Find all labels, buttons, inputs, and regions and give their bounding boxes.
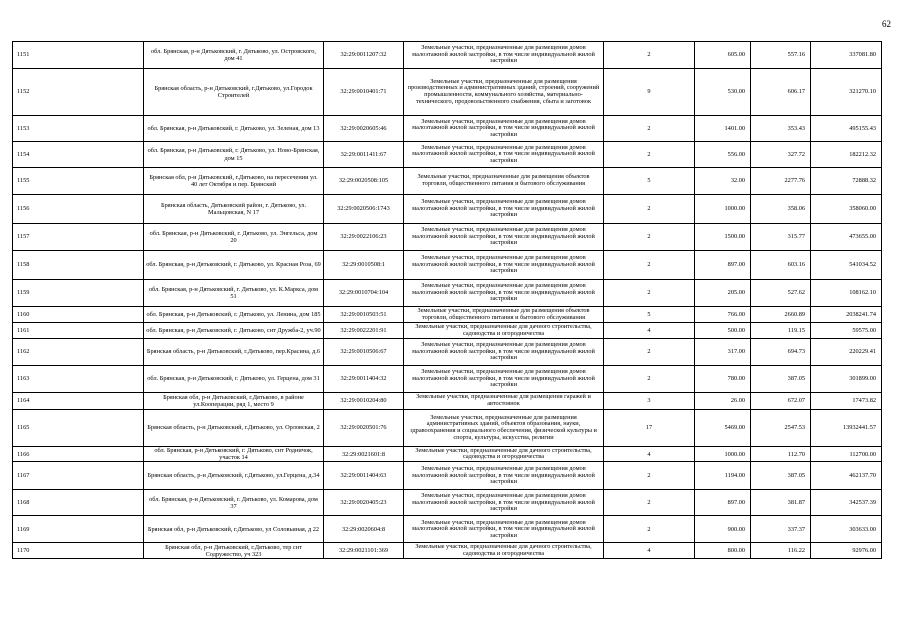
row-number: 1156: [13, 195, 144, 224]
land-use-cell: Земельные участки, предназначенные для размещения объектов торговли, общественного питания и бытового обслуживания: [404, 168, 604, 195]
cadastral-number-cell: 32:29:0020604:8: [324, 516, 404, 543]
area-cell: 1500.00: [695, 224, 751, 251]
area-cell: 900.00: [695, 516, 751, 543]
area-cell: 26.00: [695, 393, 751, 410]
specific-value-cell: 672.07: [751, 393, 811, 410]
land-use-cell: Земельные участки, предназначенные для размещения домов малоэтажной жилой застройки, в том числе индивидуальной жилой застройки: [404, 195, 604, 224]
cadastral-value-cell: 321270.10: [811, 69, 882, 116]
cadastral-value-cell: 59575.00: [811, 323, 882, 339]
area-cell: 1000.00: [695, 447, 751, 462]
category-cell: 2: [604, 280, 695, 307]
category-cell: 2: [604, 366, 695, 393]
cadastral-number-cell: 32:29:0010204:80: [324, 393, 404, 410]
row-number: 1166: [13, 447, 144, 462]
specific-value-cell: 358.06: [751, 195, 811, 224]
specific-value-cell: 606.17: [751, 69, 811, 116]
table-row: [13, 410, 882, 447]
table-row: [13, 447, 882, 462]
address-cell: обл. Брянская, р-н Дятьковский, г. Дятьково, снт Дружба-2, уч.90: [144, 323, 324, 339]
address-cell: Брянская обл, р-н Дятьковский, г.Дятьково, тер снт Содружество, уч 323: [144, 543, 324, 559]
table-row: [13, 168, 882, 195]
address-cell: обл. Брянская, р-н Дятьковский, г. Дятьково, снт Родничок, участок 14: [144, 447, 324, 462]
specific-value-cell: 327.72: [751, 142, 811, 168]
table-row: [13, 307, 882, 323]
cadastral-number-cell: 32:29:0010401:71: [324, 69, 404, 116]
area-cell: 780.00: [695, 366, 751, 393]
land-use-cell: Земельные участки, предназначенные для размещения домов малоэтажной жилой застройки, в том числе индивидуальной жилой застройки: [404, 280, 604, 307]
cadastral-number-cell: 32:29:0022201:91: [324, 323, 404, 339]
area-cell: 500.00: [695, 323, 751, 339]
land-use-cell: Земельные участки, предназначенные для размещения домов малоэтажной жилой застройки, в том числе индивидуальной жилой застройки: [404, 116, 604, 142]
address-cell: Брянская область, р-н Дятьковский, г.Дятьково, ул.Герцена, д.34: [144, 462, 324, 490]
cadastral-value-cell: 495155.43: [811, 116, 882, 142]
area-cell: 5469.00: [695, 410, 751, 447]
table-row: [13, 339, 882, 366]
specific-value-cell: 557.16: [751, 42, 811, 69]
cadastral-number-cell: 32:29:0010503:51: [324, 307, 404, 323]
cadastral-value-cell: 13932441.57: [811, 410, 882, 447]
land-use-cell: Земельные участки, предназначенные для размещения домов малоэтажной жилой застройки, в том числе индивидуальной жилой застройки: [404, 339, 604, 366]
address-cell: Брянская область, р-н Дятьковский, г.Дятьково, ул.Городок Строителей: [144, 69, 324, 116]
land-use-cell: Земельные участки, предназначенные для размещения административных зданий, объектов образования, науки, здравоохранения и социального обеспечения, физической культуры и спорта, культуры, искусства, религии: [404, 410, 604, 447]
cadastral-number-cell: 32:29:0011404:63: [324, 462, 404, 490]
category-cell: 4: [604, 323, 695, 339]
cadastral-value-cell: 112700.00: [811, 447, 882, 462]
land-use-cell: Земельные участки, предназначенные для размещения домов малоэтажной жилой застройки, в том числе индивидуальной жилой застройки: [404, 224, 604, 251]
area-cell: 897.00: [695, 490, 751, 516]
area-cell: 1401.00: [695, 116, 751, 142]
cadastral-number-cell: 32:29:0022106:23: [324, 224, 404, 251]
row-number: 1169: [13, 516, 144, 543]
area-cell: 800.00: [695, 543, 751, 559]
row-number: 1160: [13, 307, 144, 323]
category-cell: 17: [604, 410, 695, 447]
row-number: 1164: [13, 393, 144, 410]
specific-value-cell: 527.62: [751, 280, 811, 307]
address-cell: обл. Брянская, р-н Дятьковский, г. Дятьково, ул. Островского, дом 41: [144, 42, 324, 69]
specific-value-cell: 119.15: [751, 323, 811, 339]
cadastral-value-cell: 182212.32: [811, 142, 882, 168]
row-number: 1168: [13, 490, 144, 516]
address-cell: обл. Брянская, р-н Дятьковский, г. Дятьково, ул. Энгельса, дом 20: [144, 224, 324, 251]
cadastral-value-cell: 337081.80: [811, 42, 882, 69]
area-cell: 530.00: [695, 69, 751, 116]
land-use-cell: Земельные участки, предназначенные для размещения домов малоэтажной жилой застройки, в том числе индивидуальной жилой застройки: [404, 490, 604, 516]
specific-value-cell: 315.77: [751, 224, 811, 251]
cadastral-number-cell: 32:29:0010704:104: [324, 280, 404, 307]
category-cell: 2: [604, 462, 695, 490]
address-cell: обл. Брянская, р-н Дятьковский, г. Дятьково, ул. Ново-Брянская, дом 15: [144, 142, 324, 168]
specific-value-cell: 387.05: [751, 366, 811, 393]
area-cell: 32.00: [695, 168, 751, 195]
category-cell: 2: [604, 251, 695, 280]
cadastral-number-cell: 32:29:0020405:23: [324, 490, 404, 516]
land-use-cell: Земельные участки, предназначенные для дачного строительства, садоводства и огородничества: [404, 323, 604, 339]
cadastral-number-cell: 32:29:0011411:67: [324, 142, 404, 168]
address-cell: Брянская обл, р-н Дятьковский, г.Дятьково, в районе ул.Кооперации, ряд 1, место 9: [144, 393, 324, 410]
land-use-cell: Земельные участки, предназначенные для размещения производственных и административных зданий, строений, сооружений промышленности, коммунального хозяйства, материально-технического, продовольственного снабжения, сбыта и заготовок: [404, 69, 604, 116]
specific-value-cell: 2547.53: [751, 410, 811, 447]
row-number: 1163: [13, 366, 144, 393]
specific-value-cell: 2660.89: [751, 307, 811, 323]
cadastral-number-cell: 32:29:0021101:369: [324, 543, 404, 559]
cadastral-number-cell: 32:29:0021601:8: [324, 447, 404, 462]
specific-value-cell: 337.37: [751, 516, 811, 543]
land-use-cell: Земельные участки, предназначенные для размещения домов малоэтажной жилой застройки, в том числе индивидуальной жилой застройки: [404, 462, 604, 490]
table-row: [13, 366, 882, 393]
address-cell: Брянская обл, р-н Дятьковский, г.Дятьково, на пересечении ул. 40 лет Октября и пер. Брянский: [144, 168, 324, 195]
address-cell: Брянская область, р-н Дятьковский, г.Дятьково, ул. Орловская, 2: [144, 410, 324, 447]
address-cell: Брянская область, р-н Дятьковский, г.Дятьково, пер.Красина, д.6: [144, 339, 324, 366]
table-row: [13, 195, 882, 224]
area-cell: 605.00: [695, 42, 751, 69]
cadastral-value-cell: 473655.00: [811, 224, 882, 251]
cadastral-value-cell: 17473.82: [811, 393, 882, 410]
table-row: [13, 462, 882, 490]
area-cell: 556.00: [695, 142, 751, 168]
page-number: 62: [882, 19, 891, 29]
category-cell: 2: [604, 224, 695, 251]
specific-value-cell: 694.73: [751, 339, 811, 366]
land-use-cell: Земельные участки, предназначенные для дачного строительства, садоводства и огородничества: [404, 543, 604, 559]
table-row: [13, 543, 882, 559]
category-cell: 2: [604, 490, 695, 516]
cadastral-value-table: [12, 41, 882, 559]
specific-value-cell: 381.87: [751, 490, 811, 516]
category-cell: 5: [604, 307, 695, 323]
address-cell: обл. Брянская, р-н Дятьковский, г. Дятьково, ул. Зеленая, дом 13: [144, 116, 324, 142]
land-use-cell: Земельные участки, предназначенные для размещения гаражей и автостоянок: [404, 393, 604, 410]
cadastral-number-cell: 32:29:0011404:32: [324, 366, 404, 393]
table-row: [13, 323, 882, 339]
land-use-cell: Земельные участки, предназначенные для дачного строительства, садоводства и огородничества: [404, 447, 604, 462]
specific-value-cell: 353.43: [751, 116, 811, 142]
row-number: 1158: [13, 251, 144, 280]
land-use-cell: Земельные участки, предназначенные для размещения домов малоэтажной жилой застройки, в том числе индивидуальной жилой застройки: [404, 516, 604, 543]
table-row: [13, 280, 882, 307]
row-number: 1170: [13, 543, 144, 559]
cadastral-number-cell: 32:29:0020508:105: [324, 168, 404, 195]
specific-value-cell: 603.16: [751, 251, 811, 280]
cadastral-number-cell: 32:29:0020605:46: [324, 116, 404, 142]
category-cell: 2: [604, 195, 695, 224]
address-cell: Брянская область, Дятьковский район, г. Дятьково, ул. Мальцовская, N 17: [144, 195, 324, 224]
cadastral-value-cell: 2038241.74: [811, 307, 882, 323]
land-use-cell: Земельные участки, предназначенные для размещения объектов торговли, общественного питания и бытового обслуживания: [404, 307, 604, 323]
category-cell: 3: [604, 393, 695, 410]
row-number: 1159: [13, 280, 144, 307]
table-row: [13, 516, 882, 543]
table-row: [13, 42, 882, 69]
row-number: 1167: [13, 462, 144, 490]
area-cell: 897.00: [695, 251, 751, 280]
category-cell: 5: [604, 168, 695, 195]
category-cell: 2: [604, 142, 695, 168]
category-cell: 4: [604, 447, 695, 462]
category-cell: 2: [604, 42, 695, 69]
land-use-cell: Земельные участки, предназначенные для размещения домов малоэтажной жилой застройки, в том числе индивидуальной жилой застройки: [404, 42, 604, 69]
area-cell: 1000.00: [695, 195, 751, 224]
cadastral-number-cell: 32:29:0010508:1: [324, 251, 404, 280]
table-row: [13, 69, 882, 116]
cadastral-value-cell: 541034.52: [811, 251, 882, 280]
table-row: [13, 490, 882, 516]
category-cell: 2: [604, 516, 695, 543]
cadastral-number-cell: 32:29:0010506:67: [324, 339, 404, 366]
land-use-cell: Земельные участки, предназначенные для размещения домов малоэтажной жилой застройки, в том числе индивидуальной жилой застройки: [404, 142, 604, 168]
row-number: 1157: [13, 224, 144, 251]
cadastral-value-cell: 108162.10: [811, 280, 882, 307]
cadastral-value-cell: 72888.32: [811, 168, 882, 195]
cadastral-value-cell: 342537.39: [811, 490, 882, 516]
land-use-cell: Земельные участки, предназначенные для размещения домов малоэтажной жилой застройки, в том числе индивидуальной жилой застройки: [404, 366, 604, 393]
cadastral-value-cell: 301899.00: [811, 366, 882, 393]
row-number: 1162: [13, 339, 144, 366]
address-cell: обл. Брянская, р-н Дятьковский, г. Дятьково, ул. К.Маркса, дом 51: [144, 280, 324, 307]
specific-value-cell: 387.05: [751, 462, 811, 490]
area-cell: 1194.00: [695, 462, 751, 490]
row-number: 1155: [13, 168, 144, 195]
category-cell: 4: [604, 543, 695, 559]
land-use-cell: Земельные участки, предназначенные для размещения домов малоэтажной жилой застройки, в том числе индивидуальной жилой застройки: [404, 251, 604, 280]
table-row: [13, 142, 882, 168]
cadastral-value-cell: 358060.00: [811, 195, 882, 224]
category-cell: 2: [604, 339, 695, 366]
area-cell: 317.00: [695, 339, 751, 366]
specific-value-cell: 116.22: [751, 543, 811, 559]
table-row: [13, 393, 882, 410]
address-cell: Брянская обл, р-н Дятьковский, г.Дятьково, ул Соловьиная, д 22: [144, 516, 324, 543]
cadastral-number-cell: 32:29:0020501:76: [324, 410, 404, 447]
cadastral-value-cell: 462137.70: [811, 462, 882, 490]
cadastral-value-cell: 303633.00: [811, 516, 882, 543]
specific-value-cell: 112.70: [751, 447, 811, 462]
address-cell: обл. Брянская, р-н Дятьковский, г. Дятьково, ул. Красная Роза, 69: [144, 251, 324, 280]
row-number: 1161: [13, 323, 144, 339]
row-number: 1165: [13, 410, 144, 447]
cadastral-number-cell: 32:29:0011207:32: [324, 42, 404, 69]
cadastral-value-cell: 92976.00: [811, 543, 882, 559]
table-row: [13, 224, 882, 251]
table-row: [13, 251, 882, 280]
specific-value-cell: 2277.76: [751, 168, 811, 195]
address-cell: обл. Брянская, р-н Дятьковский, г. Дятьково, ул. Ленина, дом 185: [144, 307, 324, 323]
area-cell: 766.00: [695, 307, 751, 323]
row-number: 1154: [13, 142, 144, 168]
address-cell: обл. Брянская, р-н Дятьковский, г. Дятьково, ул. Комарова, дом 37: [144, 490, 324, 516]
cadastral-value-cell: 220229.41: [811, 339, 882, 366]
cadastral-number-cell: 32:29:0020506:1743: [324, 195, 404, 224]
row-number: 1153: [13, 116, 144, 142]
area-cell: 205.00: [695, 280, 751, 307]
row-number: 1152: [13, 69, 144, 116]
row-number: 1151: [13, 42, 144, 69]
table-row: [13, 116, 882, 142]
category-cell: 2: [604, 116, 695, 142]
table-body: [13, 42, 882, 559]
category-cell: 9: [604, 69, 695, 116]
address-cell: обл. Брянская, р-н Дятьковский, г. Дятьково, ул. Герцена, дом 31: [144, 366, 324, 393]
